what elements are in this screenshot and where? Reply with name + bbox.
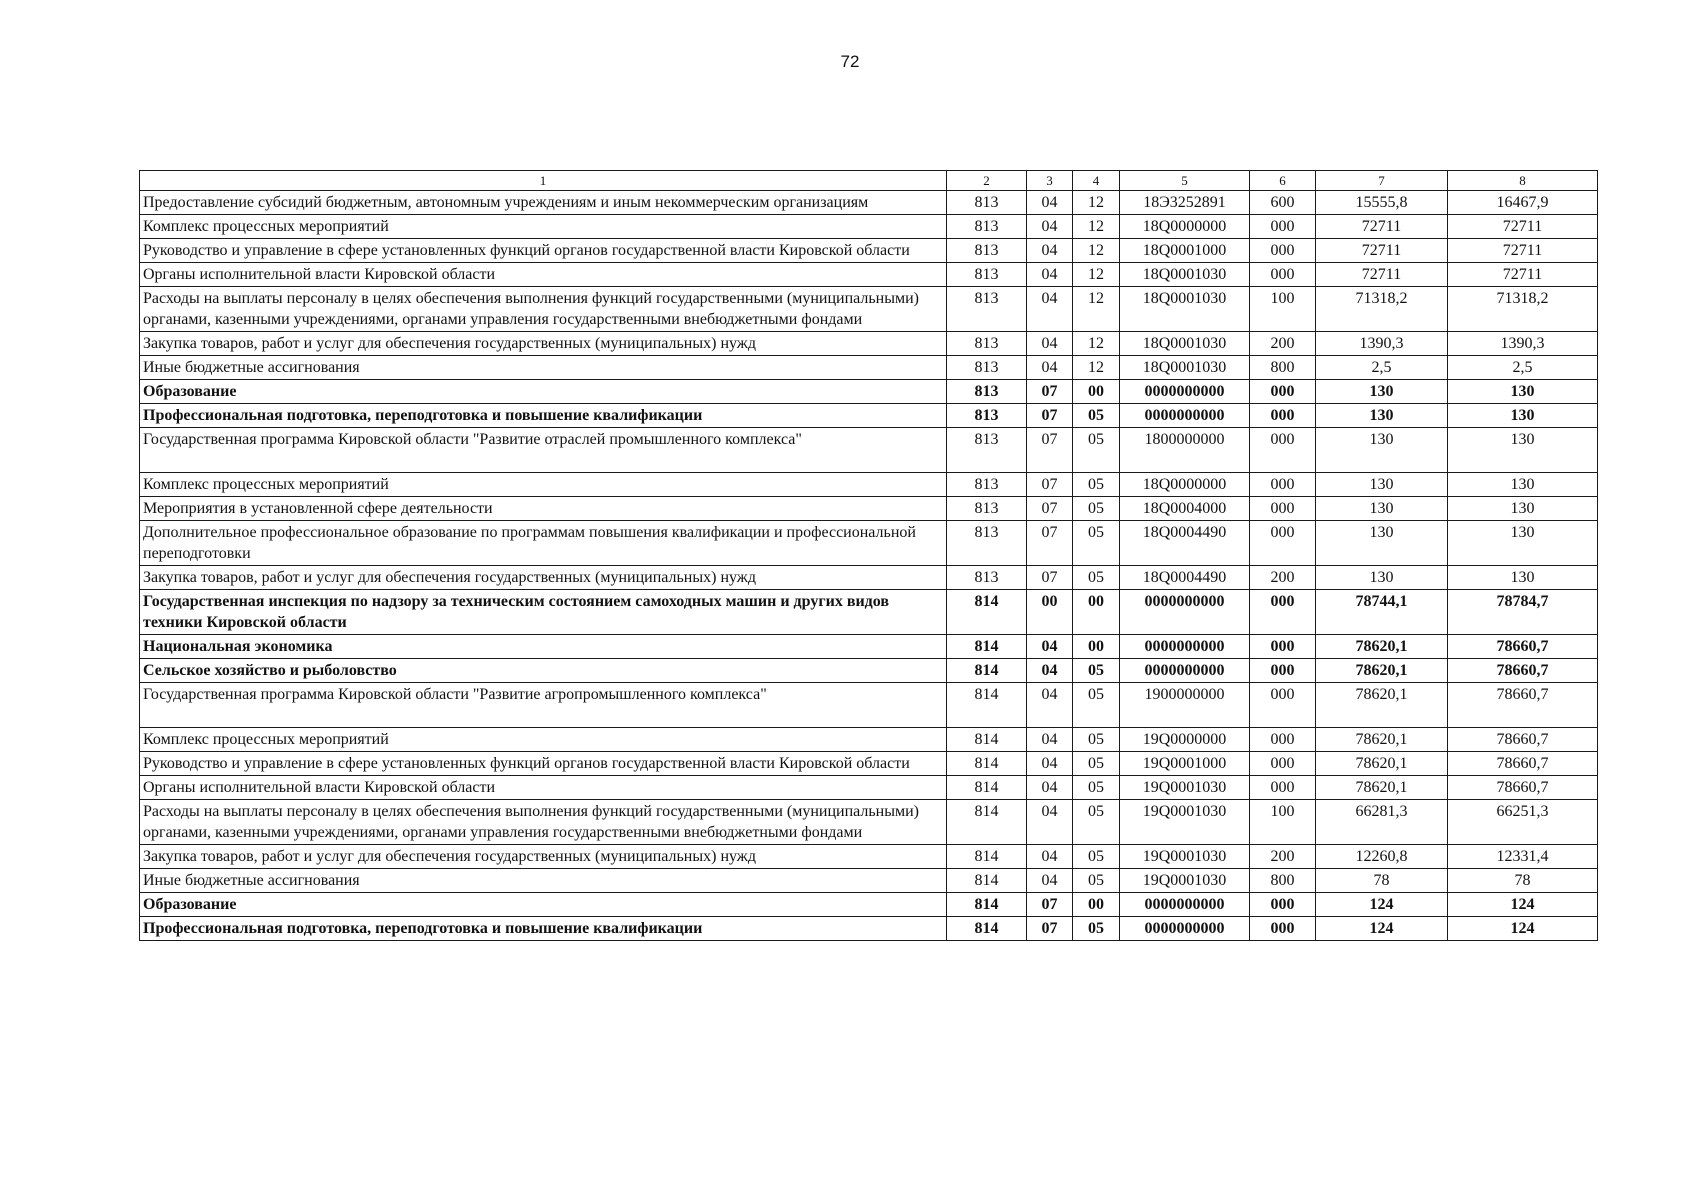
expense-type-cell: 000 xyxy=(1250,473,1316,497)
table-row xyxy=(140,356,1598,380)
item-name-cell: Образование xyxy=(140,380,947,404)
section-code-cell: 07 xyxy=(1027,521,1073,566)
target-article-cell: 1800000000 xyxy=(1120,428,1250,473)
amount-year1-cell: 72711 xyxy=(1316,215,1448,239)
amount-year1-cell: 78620,1 xyxy=(1316,635,1448,659)
expense-type-cell: 000 xyxy=(1250,752,1316,776)
item-name-cell: Расходы на выплаты персоналу в целях обеспечения выполнения функций государственными (муниципальными) органами, казенными учреждениями, органами управления государственными внебюджетными фондами xyxy=(140,800,947,845)
amount-year2-cell: 130 xyxy=(1448,521,1598,566)
amount-year2-cell: 130 xyxy=(1448,473,1598,497)
item-name-cell: Руководство и управление в сфере установленных функций органов государственной власти Кировской области xyxy=(140,752,947,776)
budget-table xyxy=(139,170,1598,941)
amount-year2-cell: 2,5 xyxy=(1448,356,1598,380)
item-name-cell: Сельское хозяйство и рыболовство xyxy=(140,659,947,683)
ministry-code-cell: 814 xyxy=(947,869,1027,893)
subsection-code-cell: 05 xyxy=(1073,683,1120,728)
ministry-code-cell: 813 xyxy=(947,356,1027,380)
expense-type-cell: 000 xyxy=(1250,590,1316,635)
expense-type-cell: 600 xyxy=(1250,191,1316,215)
ministry-code-cell: 814 xyxy=(947,893,1027,917)
amount-year1-cell: 78620,1 xyxy=(1316,683,1448,728)
amount-year2-cell: 78660,7 xyxy=(1448,635,1598,659)
section-code-cell: 04 xyxy=(1027,728,1073,752)
expense-type-cell: 000 xyxy=(1250,497,1316,521)
amount-year1-cell: 66281,3 xyxy=(1316,800,1448,845)
amount-year2-cell: 78 xyxy=(1448,869,1598,893)
item-name-cell: Закупка товаров, работ и услуг для обеспечения государственных (муниципальных) нужд xyxy=(140,845,947,869)
expense-type-cell: 000 xyxy=(1250,428,1316,473)
ministry-code-cell: 813 xyxy=(947,380,1027,404)
target-article-cell: 1900000000 xyxy=(1120,683,1250,728)
table-row xyxy=(140,800,1598,845)
table-row xyxy=(140,428,1598,473)
target-article-cell: 0000000000 xyxy=(1120,917,1250,941)
amount-year2-cell: 78660,7 xyxy=(1448,776,1598,800)
expense-type-cell: 000 xyxy=(1250,404,1316,428)
subsection-code-cell: 05 xyxy=(1073,521,1120,566)
item-name-cell: Комплекс процессных мероприятий xyxy=(140,215,947,239)
ministry-code-cell: 813 xyxy=(947,239,1027,263)
subsection-code-cell: 00 xyxy=(1073,380,1120,404)
section-code-cell: 04 xyxy=(1027,683,1073,728)
ministry-code-cell: 813 xyxy=(947,215,1027,239)
amount-year1-cell: 2,5 xyxy=(1316,356,1448,380)
subsection-code-cell: 05 xyxy=(1073,566,1120,590)
subsection-code-cell: 12 xyxy=(1073,239,1120,263)
column-header: 8 xyxy=(1448,171,1598,191)
amount-year2-cell: 78660,7 xyxy=(1448,728,1598,752)
ministry-code-cell: 814 xyxy=(947,590,1027,635)
ministry-code-cell: 813 xyxy=(947,191,1027,215)
section-code-cell: 07 xyxy=(1027,497,1073,521)
amount-year2-cell: 124 xyxy=(1448,917,1598,941)
amount-year2-cell: 124 xyxy=(1448,893,1598,917)
column-header: 2 xyxy=(947,171,1027,191)
section-code-cell: 04 xyxy=(1027,191,1073,215)
amount-year2-cell: 130 xyxy=(1448,380,1598,404)
table-row xyxy=(140,566,1598,590)
item-name-cell: Профессиональная подготовка, переподготовка и повышение квалификации xyxy=(140,404,947,428)
amount-year1-cell: 1390,3 xyxy=(1316,332,1448,356)
item-name-cell: Предоставление субсидий бюджетным, автономным учреждениям и иным некоммерческим организациям xyxy=(140,191,947,215)
amount-year2-cell: 1390,3 xyxy=(1448,332,1598,356)
amount-year2-cell: 71318,2 xyxy=(1448,287,1598,332)
target-article-cell: 18Q0001000 xyxy=(1120,239,1250,263)
target-article-cell: 18Q0004490 xyxy=(1120,521,1250,566)
target-article-cell: 19Q0001030 xyxy=(1120,869,1250,893)
item-name-cell: Профессиональная подготовка, переподготовка и повышение квалификации xyxy=(140,917,947,941)
subsection-code-cell: 12 xyxy=(1073,191,1120,215)
section-code-cell: 04 xyxy=(1027,287,1073,332)
target-article-cell: 18Q0000000 xyxy=(1120,215,1250,239)
expense-type-cell: 000 xyxy=(1250,521,1316,566)
table-row xyxy=(140,893,1598,917)
target-article-cell: 0000000000 xyxy=(1120,380,1250,404)
subsection-code-cell: 05 xyxy=(1073,428,1120,473)
expense-type-cell: 000 xyxy=(1250,635,1316,659)
item-name-cell: Национальная экономика xyxy=(140,635,947,659)
expense-type-cell: 100 xyxy=(1250,800,1316,845)
amount-year1-cell: 78744,1 xyxy=(1316,590,1448,635)
target-article-cell: 19Q0001030 xyxy=(1120,776,1250,800)
item-name-cell: Органы исполнительной власти Кировской области xyxy=(140,776,947,800)
table-row xyxy=(140,287,1598,332)
section-code-cell: 04 xyxy=(1027,869,1073,893)
subsection-code-cell: 05 xyxy=(1073,917,1120,941)
item-name-cell: Мероприятия в установленной сфере деятельности xyxy=(140,497,947,521)
ministry-code-cell: 814 xyxy=(947,728,1027,752)
section-code-cell: 04 xyxy=(1027,659,1073,683)
column-header: 3 xyxy=(1027,171,1073,191)
amount-year1-cell: 78620,1 xyxy=(1316,728,1448,752)
ministry-code-cell: 814 xyxy=(947,635,1027,659)
section-code-cell: 07 xyxy=(1027,893,1073,917)
target-article-cell: 18Q0001030 xyxy=(1120,332,1250,356)
ministry-code-cell: 814 xyxy=(947,845,1027,869)
expense-type-cell: 000 xyxy=(1250,215,1316,239)
amount-year2-cell: 16467,9 xyxy=(1448,191,1598,215)
subsection-code-cell: 00 xyxy=(1073,590,1120,635)
section-code-cell: 07 xyxy=(1027,428,1073,473)
expense-type-cell: 000 xyxy=(1250,917,1316,941)
amount-year2-cell: 78660,7 xyxy=(1448,752,1598,776)
expense-type-cell: 000 xyxy=(1250,683,1316,728)
subsection-code-cell: 00 xyxy=(1073,893,1120,917)
target-article-cell: 18Q0000000 xyxy=(1120,473,1250,497)
section-code-cell: 04 xyxy=(1027,845,1073,869)
ministry-code-cell: 814 xyxy=(947,659,1027,683)
table-row xyxy=(140,845,1598,869)
table-row xyxy=(140,497,1598,521)
target-article-cell: 18Q0001030 xyxy=(1120,356,1250,380)
subsection-code-cell: 12 xyxy=(1073,287,1120,332)
amount-year2-cell: 72711 xyxy=(1448,239,1598,263)
amount-year1-cell: 78 xyxy=(1316,869,1448,893)
page-number: 72 xyxy=(840,52,860,71)
target-article-cell: 19Q0001000 xyxy=(1120,752,1250,776)
target-article-cell: 19Q0001030 xyxy=(1120,845,1250,869)
item-name-cell: Государственная программа Кировской области "Развитие агропромышленного комплекса" xyxy=(140,683,947,728)
item-name-cell: Государственная инспекция по надзору за техническим состоянием самоходных машин и других видов техники Кировской области xyxy=(140,590,947,635)
target-article-cell: 0000000000 xyxy=(1120,590,1250,635)
table-row xyxy=(140,659,1598,683)
expense-type-cell: 000 xyxy=(1250,380,1316,404)
expense-type-cell: 000 xyxy=(1250,893,1316,917)
subsection-code-cell: 12 xyxy=(1073,356,1120,380)
table-row xyxy=(140,380,1598,404)
item-name-cell: Государственная программа Кировской области "Развитие отраслей промышленного комплекса" xyxy=(140,428,947,473)
amount-year1-cell: 72711 xyxy=(1316,239,1448,263)
expense-type-cell: 000 xyxy=(1250,263,1316,287)
amount-year1-cell: 130 xyxy=(1316,428,1448,473)
table-row xyxy=(140,332,1598,356)
expense-type-cell: 200 xyxy=(1250,332,1316,356)
section-code-cell: 04 xyxy=(1027,215,1073,239)
subsection-code-cell: 12 xyxy=(1073,263,1120,287)
subsection-code-cell: 05 xyxy=(1073,752,1120,776)
table-row xyxy=(140,776,1598,800)
expense-type-cell: 000 xyxy=(1250,728,1316,752)
amount-year2-cell: 130 xyxy=(1448,404,1598,428)
section-code-cell: 04 xyxy=(1027,263,1073,287)
amount-year1-cell: 124 xyxy=(1316,893,1448,917)
table-row xyxy=(140,215,1598,239)
subsection-code-cell: 05 xyxy=(1073,776,1120,800)
item-name-cell: Иные бюджетные ассигнования xyxy=(140,869,947,893)
amount-year1-cell: 15555,8 xyxy=(1316,191,1448,215)
subsection-code-cell: 05 xyxy=(1073,845,1120,869)
section-code-cell: 04 xyxy=(1027,635,1073,659)
item-name-cell: Иные бюджетные ассигнования xyxy=(140,356,947,380)
expense-type-cell: 200 xyxy=(1250,566,1316,590)
amount-year1-cell: 130 xyxy=(1316,404,1448,428)
expense-type-cell: 800 xyxy=(1250,356,1316,380)
amount-year2-cell: 130 xyxy=(1448,428,1598,473)
expense-type-cell: 800 xyxy=(1250,869,1316,893)
amount-year1-cell: 78620,1 xyxy=(1316,659,1448,683)
amount-year2-cell: 72711 xyxy=(1448,215,1598,239)
ministry-code-cell: 813 xyxy=(947,332,1027,356)
section-code-cell: 07 xyxy=(1027,917,1073,941)
ministry-code-cell: 813 xyxy=(947,428,1027,473)
table-row xyxy=(140,917,1598,941)
section-code-cell: 04 xyxy=(1027,332,1073,356)
table-body xyxy=(140,171,1598,941)
table-row xyxy=(140,728,1598,752)
subsection-code-cell: 05 xyxy=(1073,473,1120,497)
item-name-cell: Комплекс процессных мероприятий xyxy=(140,473,947,497)
target-article-cell: 18Q0004000 xyxy=(1120,497,1250,521)
target-article-cell: 18Q0004490 xyxy=(1120,566,1250,590)
ministry-code-cell: 814 xyxy=(947,752,1027,776)
target-article-cell: 18Q0001030 xyxy=(1120,263,1250,287)
ministry-code-cell: 814 xyxy=(947,800,1027,845)
amount-year2-cell: 78660,7 xyxy=(1448,683,1598,728)
subsection-code-cell: 05 xyxy=(1073,497,1120,521)
table-row xyxy=(140,473,1598,497)
table-row xyxy=(140,869,1598,893)
ministry-code-cell: 814 xyxy=(947,917,1027,941)
amount-year2-cell: 130 xyxy=(1448,497,1598,521)
subsection-code-cell: 05 xyxy=(1073,404,1120,428)
expense-type-cell: 000 xyxy=(1250,659,1316,683)
target-article-cell: 0000000000 xyxy=(1120,893,1250,917)
amount-year2-cell: 78784,7 xyxy=(1448,590,1598,635)
section-code-cell: 04 xyxy=(1027,800,1073,845)
ministry-code-cell: 813 xyxy=(947,473,1027,497)
amount-year2-cell: 78660,7 xyxy=(1448,659,1598,683)
target-article-cell: 0000000000 xyxy=(1120,659,1250,683)
header-row xyxy=(140,171,1598,191)
amount-year1-cell: 130 xyxy=(1316,380,1448,404)
section-code-cell: 04 xyxy=(1027,752,1073,776)
target-article-cell: 19Q0001030 xyxy=(1120,800,1250,845)
table-row xyxy=(140,191,1598,215)
column-header: 4 xyxy=(1073,171,1120,191)
section-code-cell: 04 xyxy=(1027,776,1073,800)
subsection-code-cell: 12 xyxy=(1073,332,1120,356)
column-header: 6 xyxy=(1250,171,1316,191)
table-row xyxy=(140,752,1598,776)
column-header: 5 xyxy=(1120,171,1250,191)
subsection-code-cell: 05 xyxy=(1073,800,1120,845)
table-row xyxy=(140,263,1598,287)
section-code-cell: 07 xyxy=(1027,566,1073,590)
amount-year1-cell: 78620,1 xyxy=(1316,776,1448,800)
target-article-cell: 18Э3252891 xyxy=(1120,191,1250,215)
item-name-cell: Закупка товаров, работ и услуг для обеспечения государственных (муниципальных) нужд xyxy=(140,332,947,356)
section-code-cell: 04 xyxy=(1027,239,1073,263)
table-row xyxy=(140,404,1598,428)
item-name-cell: Органы исполнительной власти Кировской области xyxy=(140,263,947,287)
target-article-cell: 18Q0001030 xyxy=(1120,287,1250,332)
amount-year2-cell: 130 xyxy=(1448,566,1598,590)
amount-year1-cell: 12260,8 xyxy=(1316,845,1448,869)
amount-year1-cell: 124 xyxy=(1316,917,1448,941)
amount-year1-cell: 130 xyxy=(1316,566,1448,590)
subsection-code-cell: 05 xyxy=(1073,869,1120,893)
item-name-cell: Образование xyxy=(140,893,947,917)
item-name-cell: Расходы на выплаты персоналу в целях обеспечения выполнения функций государственными (муниципальными) органами, казенными учреждениями, органами управления государственными внебюджетными фондами xyxy=(140,287,947,332)
item-name-cell: Дополнительное профессиональное образование по программам повышения квалификации и профессиональной переподготовки xyxy=(140,521,947,566)
target-article-cell: 0000000000 xyxy=(1120,635,1250,659)
item-name-cell: Комплекс процессных мероприятий xyxy=(140,728,947,752)
amount-year2-cell: 72711 xyxy=(1448,263,1598,287)
expense-type-cell: 000 xyxy=(1250,776,1316,800)
amount-year1-cell: 130 xyxy=(1316,473,1448,497)
section-code-cell: 07 xyxy=(1027,404,1073,428)
table-row xyxy=(140,521,1598,566)
amount-year2-cell: 66251,3 xyxy=(1448,800,1598,845)
target-article-cell: 0000000000 xyxy=(1120,404,1250,428)
subsection-code-cell: 00 xyxy=(1073,635,1120,659)
ministry-code-cell: 813 xyxy=(947,521,1027,566)
ministry-code-cell: 813 xyxy=(947,497,1027,521)
subsection-code-cell: 12 xyxy=(1073,215,1120,239)
subsection-code-cell: 05 xyxy=(1073,728,1120,752)
column-header: 7 xyxy=(1316,171,1448,191)
table-row xyxy=(140,239,1598,263)
target-article-cell: 19Q0000000 xyxy=(1120,728,1250,752)
expense-type-cell: 000 xyxy=(1250,239,1316,263)
subsection-code-cell: 05 xyxy=(1073,659,1120,683)
section-code-cell: 00 xyxy=(1027,590,1073,635)
ministry-code-cell: 814 xyxy=(947,776,1027,800)
table-row xyxy=(140,635,1598,659)
section-code-cell: 04 xyxy=(1027,356,1073,380)
amount-year2-cell: 12331,4 xyxy=(1448,845,1598,869)
amount-year1-cell: 130 xyxy=(1316,521,1448,566)
ministry-code-cell: 814 xyxy=(947,683,1027,728)
expense-type-cell: 200 xyxy=(1250,845,1316,869)
section-code-cell: 07 xyxy=(1027,380,1073,404)
amount-year1-cell: 78620,1 xyxy=(1316,752,1448,776)
amount-year1-cell: 71318,2 xyxy=(1316,287,1448,332)
table-row xyxy=(140,683,1598,728)
amount-year1-cell: 72711 xyxy=(1316,263,1448,287)
table-row xyxy=(140,590,1598,635)
ministry-code-cell: 813 xyxy=(947,404,1027,428)
ministry-code-cell: 813 xyxy=(947,566,1027,590)
expense-type-cell: 100 xyxy=(1250,287,1316,332)
ministry-code-cell: 813 xyxy=(947,287,1027,332)
item-name-cell: Руководство и управление в сфере установленных функций органов государственной власти Кировской области xyxy=(140,239,947,263)
ministry-code-cell: 813 xyxy=(947,263,1027,287)
item-name-cell: Закупка товаров, работ и услуг для обеспечения государственных (муниципальных) нужд xyxy=(140,566,947,590)
amount-year1-cell: 130 xyxy=(1316,497,1448,521)
column-header: 1 xyxy=(140,171,947,191)
section-code-cell: 07 xyxy=(1027,473,1073,497)
